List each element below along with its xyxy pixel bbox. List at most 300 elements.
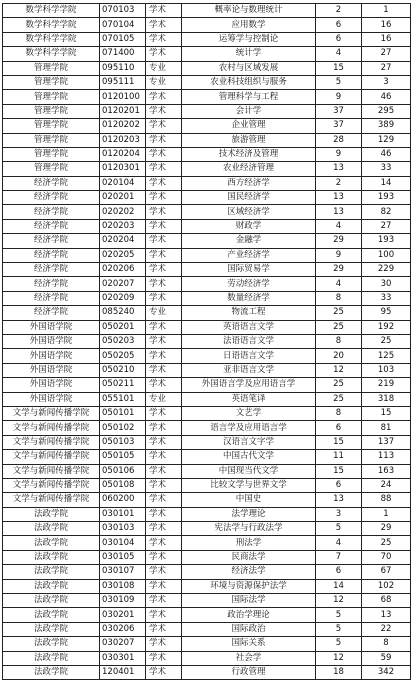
quota-cell: 18 [316, 665, 362, 679]
quota-cell: 4 [316, 277, 362, 291]
code-cell: 0120203 [100, 133, 146, 147]
major-cell: 运筹学与控制论 [182, 32, 316, 46]
code-cell: 050105 [100, 450, 146, 464]
code-cell: 050205 [100, 349, 146, 363]
table-row [3, 133, 411, 147]
major-cell: 国际关系 [182, 637, 316, 651]
table-row [3, 435, 411, 449]
quota-cell: 8 [316, 406, 362, 420]
quota-cell: 6 [316, 565, 362, 579]
college-cell: 经济学院 [3, 234, 100, 248]
applicants-cell: 27 [362, 61, 411, 75]
type-cell: 学术 [146, 4, 182, 18]
applicants-cell: 219 [362, 378, 411, 392]
applicants-cell: 59 [362, 651, 411, 665]
type-cell: 学术 [146, 349, 182, 363]
type-cell: 学术 [146, 637, 182, 651]
quota-cell: 28 [316, 133, 362, 147]
code-cell: 030107 [100, 565, 146, 579]
college-cell: 法政学院 [3, 507, 100, 521]
table-row [3, 507, 411, 521]
code-cell: 050210 [100, 363, 146, 377]
code-cell: 070104 [100, 18, 146, 32]
quota-cell: 2 [316, 4, 362, 18]
major-cell: 亚非语言文学 [182, 363, 316, 377]
major-cell: 农村与区域发展 [182, 61, 316, 75]
type-cell: 学术 [146, 522, 182, 536]
applicants-cell: 95 [362, 306, 411, 320]
major-cell: 日语语言文学 [182, 349, 316, 363]
applicants-cell: 318 [362, 392, 411, 406]
college-cell: 数学科学学院 [3, 18, 100, 32]
applicants-cell: 27 [362, 47, 411, 61]
applicants-cell: 163 [362, 464, 411, 478]
quota-cell: 4 [316, 219, 362, 233]
type-cell: 学术 [146, 608, 182, 622]
code-cell: 050108 [100, 478, 146, 492]
code-cell: 030105 [100, 550, 146, 564]
applicants-cell: 113 [362, 450, 411, 464]
type-cell: 学术 [146, 47, 182, 61]
college-cell: 经济学院 [3, 191, 100, 205]
quota-cell: 29 [316, 234, 362, 248]
quota-cell: 37 [316, 104, 362, 118]
applicants-cell: 229 [362, 263, 411, 277]
college-cell: 经济学院 [3, 176, 100, 190]
code-cell: 060200 [100, 493, 146, 507]
quota-cell: 5 [316, 608, 362, 622]
quota-cell: 37 [316, 119, 362, 133]
table-row [3, 18, 411, 32]
code-cell: 030201 [100, 608, 146, 622]
major-cell: 政治学理论 [182, 608, 316, 622]
applicants-cell: 15 [362, 406, 411, 420]
applicants-cell: 1 [362, 4, 411, 18]
college-cell: 管理学院 [3, 133, 100, 147]
type-cell: 专业 [146, 306, 182, 320]
major-cell: 企业管理 [182, 119, 316, 133]
major-cell: 宪法学与行政法学 [182, 522, 316, 536]
major-cell: 外国语言学及应用语言学 [182, 378, 316, 392]
major-cell: 数量经济学 [182, 291, 316, 305]
college-cell: 经济学院 [3, 248, 100, 262]
applicants-cell: 16 [362, 32, 411, 46]
college-cell: 管理学院 [3, 61, 100, 75]
code-cell: 0120100 [100, 90, 146, 104]
table-row [3, 147, 411, 161]
applicants-cell: 82 [362, 205, 411, 219]
table-row [3, 637, 411, 651]
table-row [3, 565, 411, 579]
table-row [3, 478, 411, 492]
major-cell: 劳动经济学 [182, 277, 316, 291]
code-cell: 050106 [100, 464, 146, 478]
college-cell: 管理学院 [3, 90, 100, 104]
table-row [3, 651, 411, 665]
major-cell: 中国史 [182, 493, 316, 507]
major-cell: 统计学 [182, 47, 316, 61]
type-cell: 学术 [146, 378, 182, 392]
code-cell: 050201 [100, 320, 146, 334]
major-cell: 农业经济管理 [182, 162, 316, 176]
quota-cell: 20 [316, 349, 362, 363]
type-cell: 专业 [146, 61, 182, 75]
type-cell: 学术 [146, 277, 182, 291]
table-row [3, 219, 411, 233]
table-row [3, 75, 411, 89]
applicants-cell: 389 [362, 119, 411, 133]
table-row [3, 665, 411, 679]
table-row [3, 191, 411, 205]
quota-cell: 12 [316, 594, 362, 608]
type-cell: 学术 [146, 320, 182, 334]
quota-cell: 25 [316, 392, 362, 406]
table-row [3, 176, 411, 190]
table-row [3, 234, 411, 248]
code-cell: 030301 [100, 651, 146, 665]
code-cell: 020205 [100, 248, 146, 262]
code-cell: 095111 [100, 75, 146, 89]
applicants-cell: 137 [362, 435, 411, 449]
table-row [3, 306, 411, 320]
college-cell: 文学与新闻传播学院 [3, 450, 100, 464]
major-cell: 国际法学 [182, 594, 316, 608]
college-cell: 法政学院 [3, 550, 100, 564]
code-cell: 0120201 [100, 104, 146, 118]
college-cell: 外国语学院 [3, 363, 100, 377]
major-cell: 金融学 [182, 234, 316, 248]
table-row [3, 536, 411, 550]
college-cell: 法政学院 [3, 622, 100, 636]
quota-cell: 6 [316, 18, 362, 32]
major-cell: 国际贸易学 [182, 263, 316, 277]
type-cell: 学术 [146, 363, 182, 377]
college-cell: 法政学院 [3, 536, 100, 550]
major-cell: 管理科学与工程 [182, 90, 316, 104]
college-cell: 法政学院 [3, 565, 100, 579]
code-cell: 030101 [100, 507, 146, 521]
code-cell: 030109 [100, 594, 146, 608]
table-row [3, 205, 411, 219]
type-cell: 学术 [146, 147, 182, 161]
code-cell: 050203 [100, 334, 146, 348]
applicants-cell: 88 [362, 493, 411, 507]
major-cell: 区域经济学 [182, 205, 316, 219]
quota-cell: 4 [316, 536, 362, 550]
college-cell: 文学与新闻传播学院 [3, 421, 100, 435]
table-row [3, 406, 411, 420]
quota-cell: 13 [316, 162, 362, 176]
code-cell: 020206 [100, 263, 146, 277]
major-cell: 物流工程 [182, 306, 316, 320]
table-row [3, 594, 411, 608]
college-cell: 管理学院 [3, 147, 100, 161]
code-cell: 020204 [100, 234, 146, 248]
college-cell: 法政学院 [3, 608, 100, 622]
quota-cell: 8 [316, 334, 362, 348]
quota-cell: 3 [316, 507, 362, 521]
college-cell: 经济学院 [3, 219, 100, 233]
major-cell: 中国现当代文学 [182, 464, 316, 478]
quota-cell: 7 [316, 550, 362, 564]
code-cell: 070103 [100, 4, 146, 18]
applicants-cell: 70 [362, 550, 411, 564]
college-cell: 管理学院 [3, 75, 100, 89]
major-cell: 语言学及应用语言学 [182, 421, 316, 435]
code-cell: 050102 [100, 421, 146, 435]
enrollment-table-container [2, 3, 410, 680]
table-row [3, 162, 411, 176]
college-cell: 法政学院 [3, 594, 100, 608]
table-row [3, 464, 411, 478]
code-cell: 050103 [100, 435, 146, 449]
quota-cell: 5 [316, 75, 362, 89]
type-cell: 学术 [146, 579, 182, 593]
applicants-cell: 1 [362, 507, 411, 521]
quota-cell: 15 [316, 464, 362, 478]
type-cell: 学术 [146, 406, 182, 420]
type-cell: 学术 [146, 550, 182, 564]
college-cell: 法政学院 [3, 579, 100, 593]
college-cell: 文学与新闻传播学院 [3, 493, 100, 507]
table-row [3, 248, 411, 262]
code-cell: 120401 [100, 665, 146, 679]
applicants-cell: 33 [362, 162, 411, 176]
applicants-cell: 67 [362, 565, 411, 579]
college-cell: 经济学院 [3, 277, 100, 291]
type-cell: 学术 [146, 18, 182, 32]
type-cell: 学术 [146, 478, 182, 492]
applicants-cell: 8 [362, 637, 411, 651]
type-cell: 学术 [146, 450, 182, 464]
major-cell: 民商法学 [182, 550, 316, 564]
table-body [3, 4, 411, 680]
quota-cell: 8 [316, 291, 362, 305]
college-cell: 法政学院 [3, 522, 100, 536]
table-row [3, 334, 411, 348]
major-cell: 应用数学 [182, 18, 316, 32]
code-cell: 071400 [100, 47, 146, 61]
table-row [3, 493, 411, 507]
major-cell: 财政学 [182, 219, 316, 233]
table-row [3, 291, 411, 305]
applicants-cell: 81 [362, 421, 411, 435]
college-cell: 文学与新闻传播学院 [3, 435, 100, 449]
quota-cell: 9 [316, 147, 362, 161]
college-cell: 数学科学学院 [3, 32, 100, 46]
table-row [3, 104, 411, 118]
applicants-cell: 3 [362, 75, 411, 89]
table-row [3, 550, 411, 564]
college-cell: 文学与新闻传播学院 [3, 478, 100, 492]
applicants-cell: 46 [362, 147, 411, 161]
college-cell: 经济学院 [3, 205, 100, 219]
college-cell: 法政学院 [3, 651, 100, 665]
quota-cell: 5 [316, 522, 362, 536]
major-cell: 经济法学 [182, 565, 316, 579]
college-cell: 外国语学院 [3, 320, 100, 334]
applicants-cell: 29 [362, 522, 411, 536]
major-cell: 刑法学 [182, 536, 316, 550]
college-cell: 管理学院 [3, 119, 100, 133]
type-cell: 学术 [146, 263, 182, 277]
applicants-cell: 193 [362, 191, 411, 205]
code-cell: 020203 [100, 219, 146, 233]
quota-cell: 15 [316, 61, 362, 75]
applicants-cell: 24 [362, 478, 411, 492]
table-row [3, 579, 411, 593]
type-cell: 学术 [146, 248, 182, 262]
quota-cell: 6 [316, 478, 362, 492]
college-cell: 文学与新闻传播学院 [3, 406, 100, 420]
college-cell: 法政学院 [3, 637, 100, 651]
table-row [3, 61, 411, 75]
applicants-cell: 14 [362, 176, 411, 190]
type-cell: 学术 [146, 594, 182, 608]
college-cell: 经济学院 [3, 306, 100, 320]
type-cell: 学术 [146, 191, 182, 205]
college-cell: 外国语学院 [3, 334, 100, 348]
type-cell: 学术 [146, 507, 182, 521]
quota-cell: 6 [316, 32, 362, 46]
code-cell: 030103 [100, 522, 146, 536]
table-row [3, 522, 411, 536]
applicants-cell: 25 [362, 536, 411, 550]
quota-cell: 25 [316, 320, 362, 334]
quota-cell: 15 [316, 435, 362, 449]
quota-cell: 29 [316, 263, 362, 277]
type-cell: 学术 [146, 119, 182, 133]
applicants-cell: 46 [362, 90, 411, 104]
code-cell: 0120301 [100, 162, 146, 176]
table-row [3, 421, 411, 435]
quota-cell: 13 [316, 493, 362, 507]
type-cell: 学术 [146, 291, 182, 305]
major-cell: 产业经济学 [182, 248, 316, 262]
type-cell: 学术 [146, 162, 182, 176]
table-row [3, 450, 411, 464]
applicants-cell: 102 [362, 579, 411, 593]
type-cell: 学术 [146, 565, 182, 579]
table-row [3, 378, 411, 392]
type-cell: 学术 [146, 622, 182, 636]
major-cell: 会计学 [182, 104, 316, 118]
college-cell: 外国语学院 [3, 378, 100, 392]
type-cell: 学术 [146, 421, 182, 435]
table-row [3, 4, 411, 18]
quota-cell: 5 [316, 622, 362, 636]
college-cell: 法政学院 [3, 665, 100, 679]
applicants-cell: 13 [362, 608, 411, 622]
applicants-cell: 22 [362, 622, 411, 636]
applicants-cell: 193 [362, 234, 411, 248]
table-row [3, 90, 411, 104]
major-cell: 汉语言文字学 [182, 435, 316, 449]
table-row [3, 263, 411, 277]
major-cell: 国民经济学 [182, 191, 316, 205]
table-row [3, 363, 411, 377]
code-cell: 055101 [100, 392, 146, 406]
quota-cell: 25 [316, 306, 362, 320]
code-cell: 020207 [100, 277, 146, 291]
major-cell: 技术经济及管理 [182, 147, 316, 161]
major-cell: 西方经济学 [182, 176, 316, 190]
major-cell: 农业科技组织与服务 [182, 75, 316, 89]
applicants-cell: 103 [362, 363, 411, 377]
college-cell: 外国语学院 [3, 392, 100, 406]
major-cell: 概率论与数理统计 [182, 4, 316, 18]
applicants-cell: 295 [362, 104, 411, 118]
quota-cell: 12 [316, 363, 362, 377]
quota-cell: 13 [316, 205, 362, 219]
major-cell: 英语语言文学 [182, 320, 316, 334]
table-row [3, 47, 411, 61]
type-cell: 专业 [146, 75, 182, 89]
code-cell: 020209 [100, 291, 146, 305]
type-cell: 学术 [146, 435, 182, 449]
type-cell: 学术 [146, 651, 182, 665]
code-cell: 030207 [100, 637, 146, 651]
college-cell: 数学科学学院 [3, 47, 100, 61]
type-cell: 学术 [146, 219, 182, 233]
table-row [3, 349, 411, 363]
applicants-cell: 100 [362, 248, 411, 262]
table-row [3, 119, 411, 133]
applicants-cell: 25 [362, 334, 411, 348]
applicants-cell: 30 [362, 277, 411, 291]
college-cell: 经济学院 [3, 291, 100, 305]
code-cell: 085240 [100, 306, 146, 320]
type-cell: 学术 [146, 205, 182, 219]
major-cell: 社会学 [182, 651, 316, 665]
applicants-cell: 125 [362, 349, 411, 363]
quota-cell: 2 [316, 176, 362, 190]
type-cell: 学术 [146, 32, 182, 46]
code-cell: 070105 [100, 32, 146, 46]
quota-cell: 25 [316, 378, 362, 392]
major-cell: 环境与资源保护法学 [182, 579, 316, 593]
quota-cell: 14 [316, 579, 362, 593]
code-cell: 030104 [100, 536, 146, 550]
major-cell: 中国古代文学 [182, 450, 316, 464]
type-cell: 学术 [146, 536, 182, 550]
quota-cell: 4 [316, 47, 362, 61]
table-row [3, 622, 411, 636]
quota-cell: 13 [316, 191, 362, 205]
type-cell: 学术 [146, 334, 182, 348]
type-cell: 学术 [146, 464, 182, 478]
code-cell: 020201 [100, 191, 146, 205]
applicants-cell: 129 [362, 133, 411, 147]
applicants-cell: 33 [362, 291, 411, 305]
college-cell: 数学科学学院 [3, 4, 100, 18]
type-cell: 学术 [146, 665, 182, 679]
code-cell: 030206 [100, 622, 146, 636]
applicants-cell: 27 [362, 219, 411, 233]
quota-cell: 5 [316, 637, 362, 651]
major-cell: 比较文学与世界文学 [182, 478, 316, 492]
major-cell: 文艺学 [182, 406, 316, 420]
code-cell: 050101 [100, 406, 146, 420]
type-cell: 专业 [146, 392, 182, 406]
major-cell: 旅游管理 [182, 133, 316, 147]
code-cell: 020202 [100, 205, 146, 219]
quota-cell: 12 [316, 651, 362, 665]
applicants-cell: 342 [362, 665, 411, 679]
table-row [3, 392, 411, 406]
major-cell: 法语语言文学 [182, 334, 316, 348]
enrollment-table [2, 3, 411, 680]
